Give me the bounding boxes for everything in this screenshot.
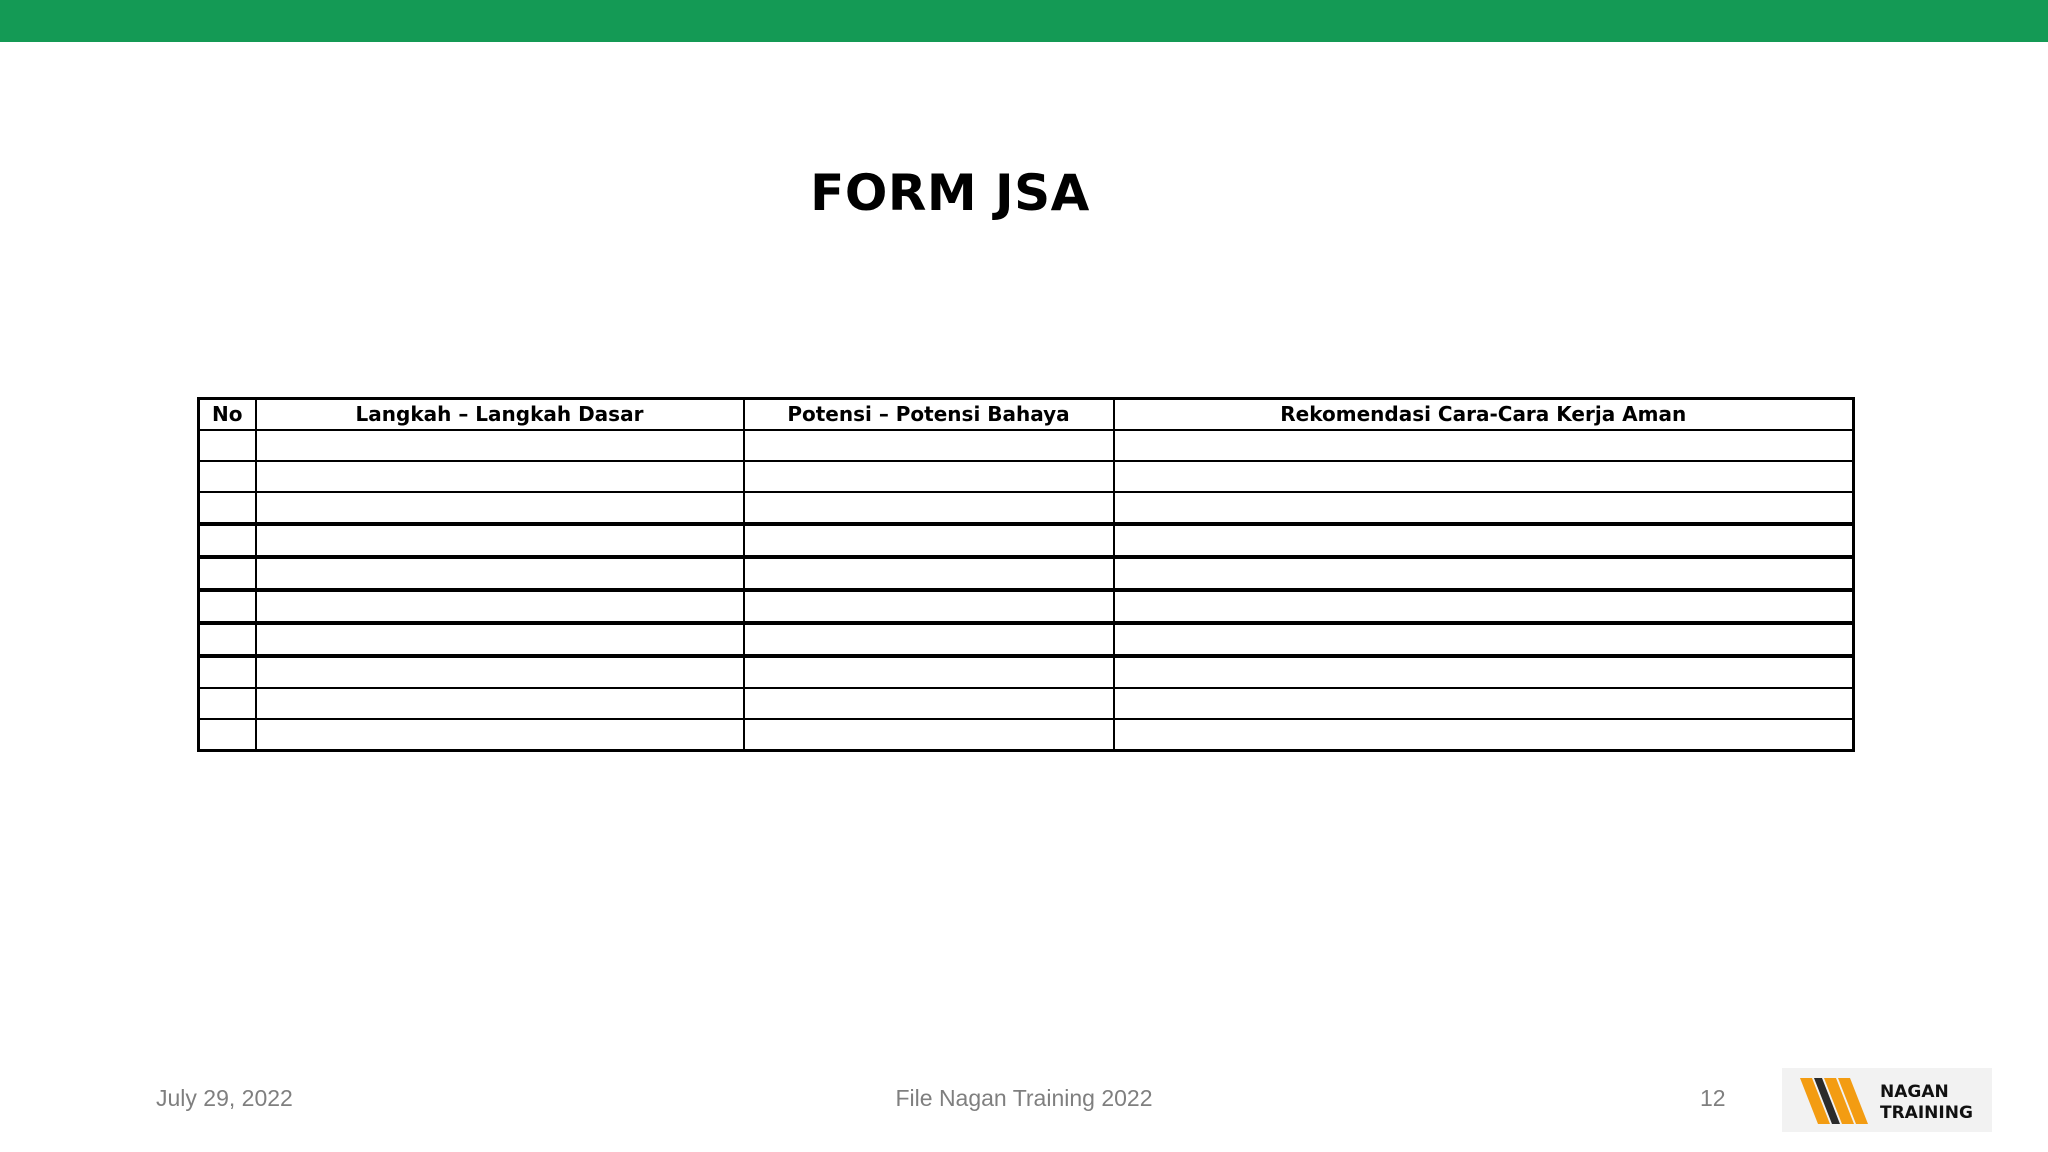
cell-potensi[interactable] xyxy=(744,719,1114,751)
cell-rekomendasi[interactable] xyxy=(1114,719,1854,751)
table-row xyxy=(199,557,1854,590)
cell-potensi[interactable] xyxy=(744,430,1114,461)
nagan-training-logo xyxy=(1782,1068,1992,1132)
cell-no[interactable] xyxy=(199,492,256,524)
cell-rekomendasi[interactable] xyxy=(1114,430,1854,461)
header-no: No xyxy=(199,399,256,431)
table-header-row xyxy=(199,399,1854,431)
cell-langkah[interactable] xyxy=(256,688,744,719)
jsa-form-table xyxy=(197,397,1855,752)
cell-no[interactable] xyxy=(199,557,256,590)
cell-no[interactable] xyxy=(199,524,256,557)
cell-rekomendasi[interactable] xyxy=(1114,590,1854,623)
cell-rekomendasi[interactable] xyxy=(1114,492,1854,524)
logo-wordmark xyxy=(1880,1082,1973,1124)
top-accent-bar xyxy=(0,0,2048,42)
footer-date: July 29, 2022 xyxy=(156,1085,293,1111)
cell-langkah[interactable] xyxy=(256,590,744,623)
cell-rekomendasi[interactable] xyxy=(1114,688,1854,719)
cell-no[interactable] xyxy=(199,623,256,656)
cell-no[interactable] xyxy=(199,656,256,688)
cell-potensi[interactable] xyxy=(744,688,1114,719)
nagan-stripes-icon xyxy=(1800,1074,1876,1126)
table-row xyxy=(199,656,1854,688)
table-row xyxy=(199,719,1854,751)
cell-langkah[interactable] xyxy=(256,557,744,590)
header-langkah: Langkah – Langkah Dasar xyxy=(256,399,744,431)
footer-page-number: 12 xyxy=(1700,1085,1726,1111)
table-row xyxy=(199,590,1854,623)
cell-langkah[interactable] xyxy=(256,623,744,656)
cell-rekomendasi[interactable] xyxy=(1114,557,1854,590)
cell-langkah[interactable] xyxy=(256,524,744,557)
footer-center-text: File Nagan Training 2022 xyxy=(895,1085,1153,1111)
cell-potensi[interactable] xyxy=(744,524,1114,557)
cell-langkah[interactable] xyxy=(256,492,744,524)
cell-potensi[interactable] xyxy=(744,623,1114,656)
table-row xyxy=(199,688,1854,719)
cell-potensi[interactable] xyxy=(744,590,1114,623)
cell-potensi[interactable] xyxy=(744,492,1114,524)
cell-rekomendasi[interactable] xyxy=(1114,524,1854,557)
table-row xyxy=(199,492,1854,524)
cell-potensi[interactable] xyxy=(744,461,1114,492)
logo-line-1: NAGAN xyxy=(1880,1082,1949,1102)
slide-title: FORM JSA xyxy=(810,164,1090,222)
cell-rekomendasi[interactable] xyxy=(1114,656,1854,688)
cell-no[interactable] xyxy=(199,590,256,623)
cell-rekomendasi[interactable] xyxy=(1114,461,1854,492)
cell-langkah[interactable] xyxy=(256,656,744,688)
table-row xyxy=(199,430,1854,461)
header-rekomendasi: Rekomendasi Cara-Cara Kerja Aman xyxy=(1114,399,1854,431)
table-row xyxy=(199,524,1854,557)
cell-no[interactable] xyxy=(199,719,256,751)
cell-langkah[interactable] xyxy=(256,430,744,461)
cell-no[interactable] xyxy=(199,461,256,492)
table-row xyxy=(199,461,1854,492)
table-row xyxy=(199,623,1854,656)
cell-potensi[interactable] xyxy=(744,656,1114,688)
header-potensi: Potensi – Potensi Bahaya xyxy=(744,399,1114,431)
cell-no[interactable] xyxy=(199,430,256,461)
cell-no[interactable] xyxy=(199,688,256,719)
cell-langkah[interactable] xyxy=(256,719,744,751)
cell-rekomendasi[interactable] xyxy=(1114,623,1854,656)
logo-line-2: TRAINING xyxy=(1880,1103,1973,1123)
cell-potensi[interactable] xyxy=(744,557,1114,590)
cell-langkah[interactable] xyxy=(256,461,744,492)
